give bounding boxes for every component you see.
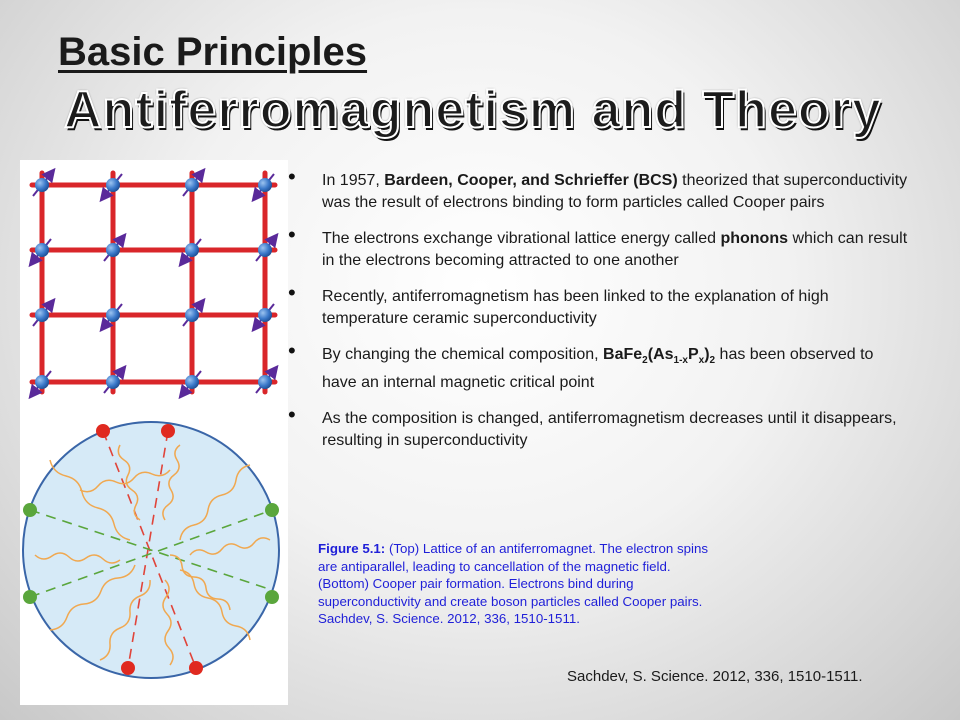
electron [23, 503, 37, 517]
page-subtitle: Antiferromagnetism and Theory [64, 81, 882, 139]
atom [258, 308, 272, 322]
atom [106, 375, 120, 389]
electron [23, 590, 37, 604]
atom [185, 243, 199, 257]
figure-caption [318, 540, 708, 628]
bullet-dot-icon: • [288, 402, 296, 428]
formula-subscript: x [698, 355, 705, 367]
bullet-text: The electrons exchange vibrational lattice energy called [322, 230, 721, 247]
atom [106, 178, 120, 192]
atom [258, 243, 272, 257]
atom [258, 178, 272, 192]
bullet-dot-icon: • [288, 338, 296, 363]
bullet-bold-text: Bardeen, Cooper, and Schrieffer (BCS) [384, 172, 678, 189]
bullet-dot-icon: • [288, 222, 296, 247]
bullet-text: In 1957, [322, 172, 385, 189]
electron [161, 424, 175, 438]
bullet-text: Recently, antiferromagnetism has been linked to the explanation of high temperature ceramic superconductivity [322, 288, 829, 327]
electron [265, 590, 279, 604]
bullet-list [280, 164, 910, 466]
formula-part: ) [704, 346, 710, 363]
formula-part: BaFe [603, 346, 643, 363]
formula-part: P [687, 346, 699, 363]
bullet-dot-icon: • [288, 164, 296, 189]
formula-subscript: 2 [642, 355, 648, 367]
bullet-dot-icon: • [288, 280, 296, 305]
bullet-text: which can result in the electrons becoming attracted to one another [322, 230, 908, 269]
electron [189, 661, 203, 675]
source-citation: Sachdev, S. Science. 2012, 336, 1510-1511. [567, 668, 863, 685]
bullet-text: By changing the chemical composition, [322, 346, 604, 363]
atom [106, 308, 120, 322]
figure-panel [20, 160, 288, 705]
bullet-text: has been observed to have an internal magnetic critical point [322, 346, 874, 392]
bullet-item [280, 222, 910, 272]
atom [185, 308, 199, 322]
caption-label: Figure 5.1: [318, 541, 386, 556]
chemical-formula [603, 346, 716, 367]
bullet-bold-text: phonons [720, 230, 788, 247]
atom [35, 308, 49, 322]
atom [185, 178, 199, 192]
bullet-item [280, 402, 910, 452]
bullet-text: As the composition is changed, antiferromagnetism decreases until it disappears, resulting in superconductivity [322, 410, 897, 450]
bullet-item [280, 164, 910, 214]
atom [106, 243, 120, 257]
electron [96, 424, 110, 438]
page-title: Basic Principles [58, 30, 368, 74]
atom [35, 375, 49, 389]
cooper-pair-diagram [23, 422, 279, 678]
formula-subscript: 2 [709, 355, 716, 367]
electron [265, 503, 279, 517]
bullet-text: theorized that superconductivity was the result of electrons binding to form particles called Cooper pairs [322, 172, 908, 211]
atom [35, 178, 49, 192]
atom [35, 243, 49, 257]
caption-text: (Top) Lattice of an antiferromagnet. The electron spins are antiparallel, leading to cancellation of the magnetic field. (Bottom) Cooper pair formation. Electrons bind during superconductivity and create boson particles called Cooper pairs. Sachdev, S. Science. 2012, 336, 1510-1511. [318, 541, 708, 626]
bullet-item [280, 338, 910, 394]
atom [258, 375, 272, 389]
bullet-item [280, 280, 910, 330]
figure-illustration [20, 160, 288, 705]
antiferromagnet-lattice [31, 171, 276, 396]
formula-subscript: 1-x [673, 355, 688, 367]
electron [121, 661, 135, 675]
formula-part: (As [647, 346, 674, 363]
atom [185, 375, 199, 389]
